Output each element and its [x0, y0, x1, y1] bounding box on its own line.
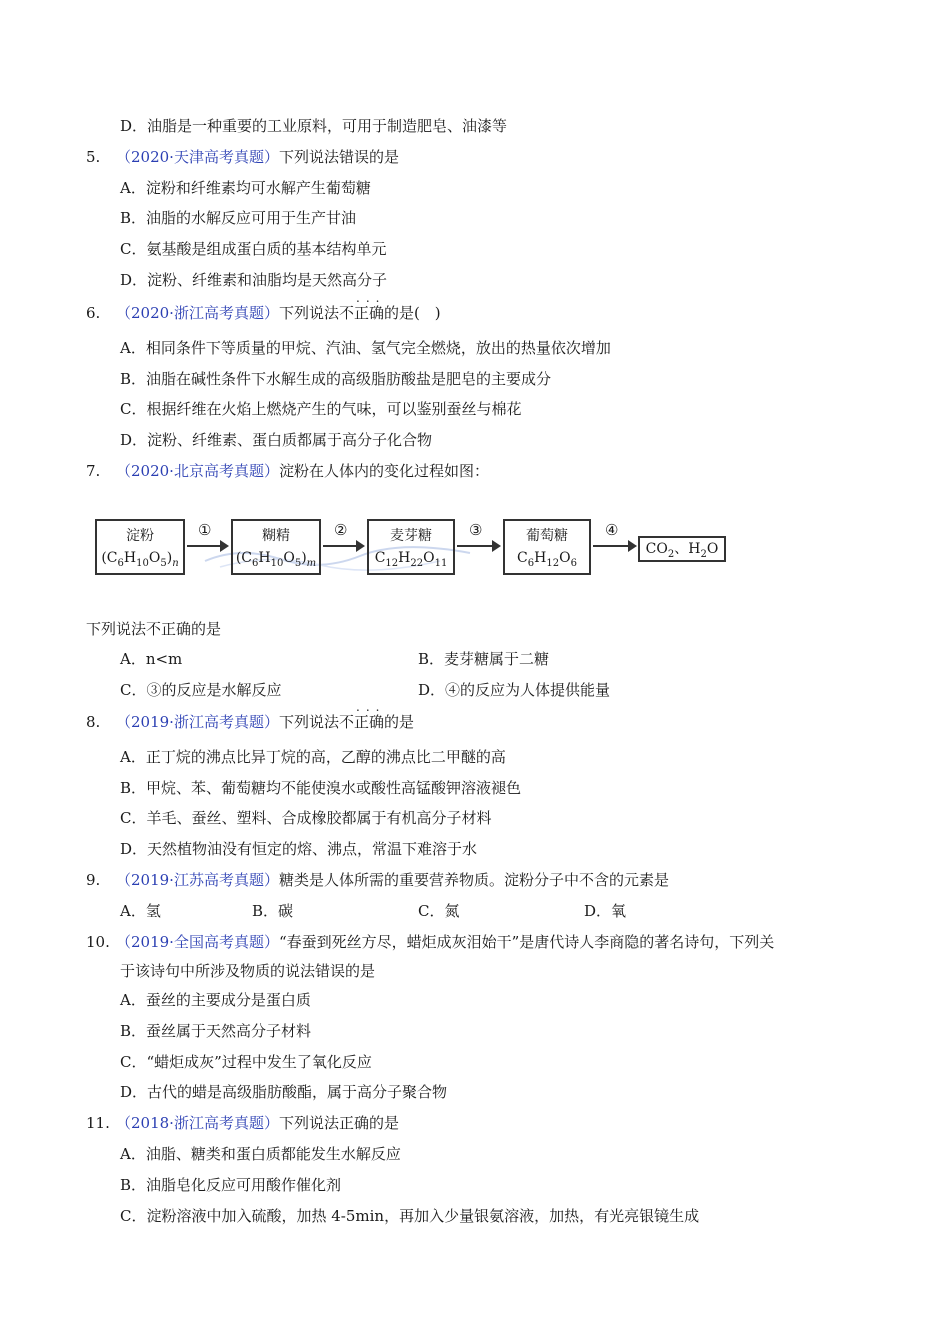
q7-stem [86, 461, 489, 481]
q5-question: 下列说法错误的是 [278, 148, 399, 166]
box-glucose-name: 葡萄糖 [526, 528, 568, 544]
q11-option-c: C．淀粉溶液中加入硫酸，加热 4-5min，再加入少量银氨溶液，加热，有光亮银镜生成 [120, 1207, 700, 1225]
box-starch-formula: $(C_6H_{10}O_5)_n$ [101, 550, 179, 569]
box-starch [95, 519, 185, 575]
step-4-label: ④ [605, 521, 619, 539]
box-glucose [503, 519, 591, 575]
q8-option-c: C．羊毛、蚕丝、塑料、合成橡胶都属于有机高分子材料 [120, 809, 492, 827]
q6-option-c: C．根据纤维在火焰上燃烧产生的气味，可以鉴别蚕丝与棉花 [120, 400, 522, 418]
q7-option-a: A．n<m [120, 650, 183, 668]
q10-source: （2019·全国高考真题） [116, 933, 279, 951]
q8-option-a: A．正丁烷的沸点比异丁烷的高，乙醇的沸点比二甲醚的高 [120, 748, 506, 766]
box-glucose-formula: $C_6H_{12}O_6$ [517, 550, 577, 569]
box-maltose-formula: $C_{12}H_{22}O_{11}$ [374, 550, 448, 569]
q10-stem-continued: 于该诗句中所涉及物质的说法错误的是 [120, 962, 376, 980]
box-dextrin-formula: $(C_6H_{10}O_5)_m$ [235, 550, 317, 569]
q10-question: “春蚕到死丝方尽，蜡炬成灰泪始干”是唐代诗人李商隐的著名诗句，下列关 [278, 933, 775, 951]
box-maltose-name: 麦芽糖 [390, 528, 432, 544]
q10-option-c: C．“蜡炬成灰”过程中发生了氧化反应 [120, 1053, 372, 1071]
q6-stem [86, 303, 441, 323]
box-dextrin-name: 糊精 [262, 528, 290, 544]
q9-source: （2019·江苏高考真题） [116, 871, 279, 889]
q9-option-a: A．氢 [120, 902, 161, 920]
box-maltose [367, 519, 455, 575]
q7-after-text: 下列说法不正确的是 [86, 620, 222, 638]
step-2-label: ② [334, 521, 348, 539]
q10-option-d: D．古代的蜡是高级脂肪酸酯，属于高分子聚合物 [120, 1083, 448, 1101]
q9-question: 糖类是人体所需的重要营养物质。淀粉分子中不含的元素是 [278, 871, 669, 889]
arrow-step-2 [323, 545, 363, 547]
step-1-label: ① [198, 521, 212, 539]
q5-stem [86, 147, 399, 167]
q5-option-c: C．氨基酸是组成蛋白质的基本结构单元 [120, 240, 387, 258]
q10-number: 10. [86, 933, 110, 951]
q9-option-b: B．碳 [252, 902, 294, 920]
q8-option-d: D．天然植物油没有恒定的熔、沸点，常温下难溶于水 [120, 840, 478, 858]
q6-question: 下列说法不正确的是( ) [278, 304, 441, 322]
q6-number: 6. [86, 304, 101, 322]
q9-option-c: C．氮 [418, 902, 460, 920]
q11-number: 11. [86, 1114, 110, 1132]
q8-source: （2019·浙江高考真题） [116, 713, 279, 731]
q11-option-b: B．油脂皂化反应可用酸作催化剂 [120, 1176, 342, 1194]
q8-stem [86, 712, 414, 732]
q6-emphasis-dots: ... [356, 291, 386, 305]
step-3-label: ③ [469, 521, 483, 539]
q8-emphasis-dots: ... [356, 700, 386, 714]
q11-source: （2018·浙江高考真题） [116, 1114, 279, 1132]
q8-number: 8. [86, 713, 101, 731]
q10-option-b: B．蚕丝属于天然高分子材料 [120, 1022, 312, 1040]
q6-option-a: A．相同条件下等质量的甲烷、汽油、氢气完全燃烧，放出的热量依次增加 [120, 339, 611, 357]
q5-option-b: B．油脂的水解反应可用于生产甘油 [120, 209, 357, 227]
q5-option-a: A．淀粉和纤维素均可水解产生葡萄糖 [120, 179, 371, 197]
q9-stem [86, 870, 669, 890]
q10-stem [86, 932, 774, 952]
q6-source: （2020·浙江高考真题） [116, 304, 279, 322]
q7-question: 淀粉在人体内的变化过程如图： [278, 462, 489, 480]
q6-option-b: B．油脂在碱性条件下水解生成的高级脂肪酸盐是肥皂的主要成分 [120, 370, 552, 388]
q7-number: 7. [86, 462, 101, 480]
q7-option-b: B．麦芽糖属于二糖 [418, 650, 550, 668]
q8-option-b: B．甲烷、苯、葡萄糖均不能使溴水或酸性高锰酸钾溶液褪色 [120, 779, 522, 797]
q4-option-d: D．油脂是一种重要的工业原料，可用于制造肥皂、油漆等 [120, 117, 508, 135]
q11-question: 下列说法正确的是 [278, 1114, 399, 1132]
arrow-step-4 [593, 545, 635, 547]
q5-option-d: D．淀粉、纤维素和油脂均是天然高分子 [120, 271, 388, 289]
q6-option-d: D．淀粉、纤维素、蛋白质都属于高分子化合物 [120, 431, 433, 449]
q5-number: 5. [86, 148, 101, 166]
q11-stem [86, 1113, 399, 1133]
arrow-step-1 [187, 545, 227, 547]
q7-option-c: C．③的反应是水解反应 [120, 681, 282, 699]
arrow-step-3 [457, 545, 499, 547]
q9-number: 9. [86, 871, 101, 889]
q11-option-a: A．油脂、糖类和蛋白质都能发生水解反应 [120, 1145, 401, 1163]
q9-option-d: D．氧 [584, 902, 627, 920]
q7-option-d: D．④的反应为人体提供能量 [418, 681, 611, 699]
box-products: $CO_2$、$H_2O$ [638, 536, 726, 562]
q8-question: 下列说法不正确的是 [278, 713, 414, 731]
box-starch-name: 淀粉 [126, 528, 154, 544]
q5-source: （2020·天津高考真题） [116, 148, 279, 166]
q7-source: （2020·北京高考真题） [116, 462, 279, 480]
box-dextrin [231, 519, 321, 575]
q10-option-a: A．蚕丝的主要成分是蛋白质 [120, 991, 311, 1009]
starch-conversion-diagram [95, 519, 735, 579]
